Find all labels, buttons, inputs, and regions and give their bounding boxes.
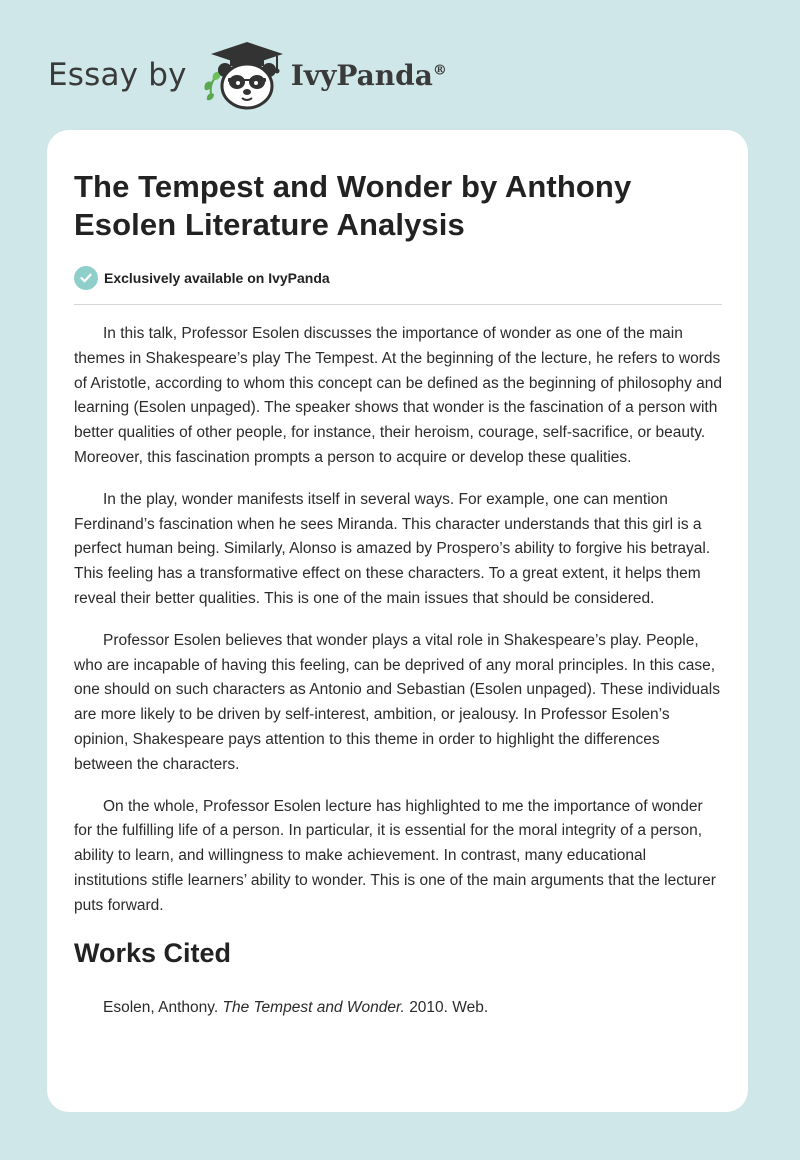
site-header: [48, 40, 447, 110]
works-cited-heading: Works Cited: [74, 937, 232, 968]
panda-logo-icon[interactable]: [197, 40, 289, 110]
brand-prefix: Essay by: [48, 57, 187, 93]
paragraph: In the play, wonder manifests itself in several ways. For example, one can mention Ferdinand’s fascination when he sees Miranda. This character understands that this girl is a perfect human being. Similarly, Alonso is amazed by Prospero’s ability to forgive his betrayal. This feeling has a transformative effect on these characters. To a great extent, it helps them reveal their better qualities. This is one of the main issues that should be considered.: [74, 490, 711, 607]
brand-name[interactable]: [291, 59, 447, 92]
essay-body: [74, 322, 722, 919]
registered-mark: ®: [432, 62, 447, 79]
divider: [74, 304, 722, 305]
essay-card: [47, 130, 748, 1112]
exclusive-badge: [74, 266, 722, 290]
check-icon: [74, 266, 98, 290]
paragraph: On the whole, Professor Esolen lecture has highlighted to me the importance of wonder for the fulfilling life of a person. In particular, it is essential for the moral integrity of a person, ability to learn, and willingness to make achievement. In contrast, many educational institutions stifle learners’ ability to wonder. This is one of the main arguments that the lecturer puts forward.: [74, 797, 716, 914]
citation-work: The Tempest and Wonder.: [222, 998, 405, 1016]
paragraph: Professor Esolen believes that wonder plays a vital role in Shakespeare’s play. People, who are incapable of having this feeling, can be deprived of any moral principles. In this case, one should on such characters as Antonio and Sebastian (Esolen unpaged). These individuals are more likely to be driven by self-interest, ambition, or jealousy. In Professor Esolen’s opinion, Shakespeare pays attention to this theme in order to highlight the differences between the characters.: [74, 631, 720, 773]
paragraph: In this talk, Professor Esolen discusses the importance of wonder as one of the main themes in Shakespeare’s play The Tempest. At the beginning of the lecture, he refers to words of Aristotle, according to whom this concept can be defined as the beginning of philosophy and learning (Esolen unpaged). The speaker shows that wonder is the fascination of a person with better qualities of other people, for instance, their heroism, courage, self-sacrifice, or beauty. Moreover, this fascination prompts a person to acquire or develop these qualities.: [74, 325, 722, 466]
citation-author: Esolen, Anthony.: [103, 998, 219, 1016]
page-title: The Tempest and Wonder by Anthony Esolen Literature Analysis: [74, 169, 632, 242]
brand-name-text: IvyPanda: [290, 58, 433, 92]
badge-label: Exclusively available on IvyPanda: [104, 270, 330, 286]
citation-rest: 2010. Web.: [409, 998, 489, 1016]
citation: [103, 996, 722, 1021]
